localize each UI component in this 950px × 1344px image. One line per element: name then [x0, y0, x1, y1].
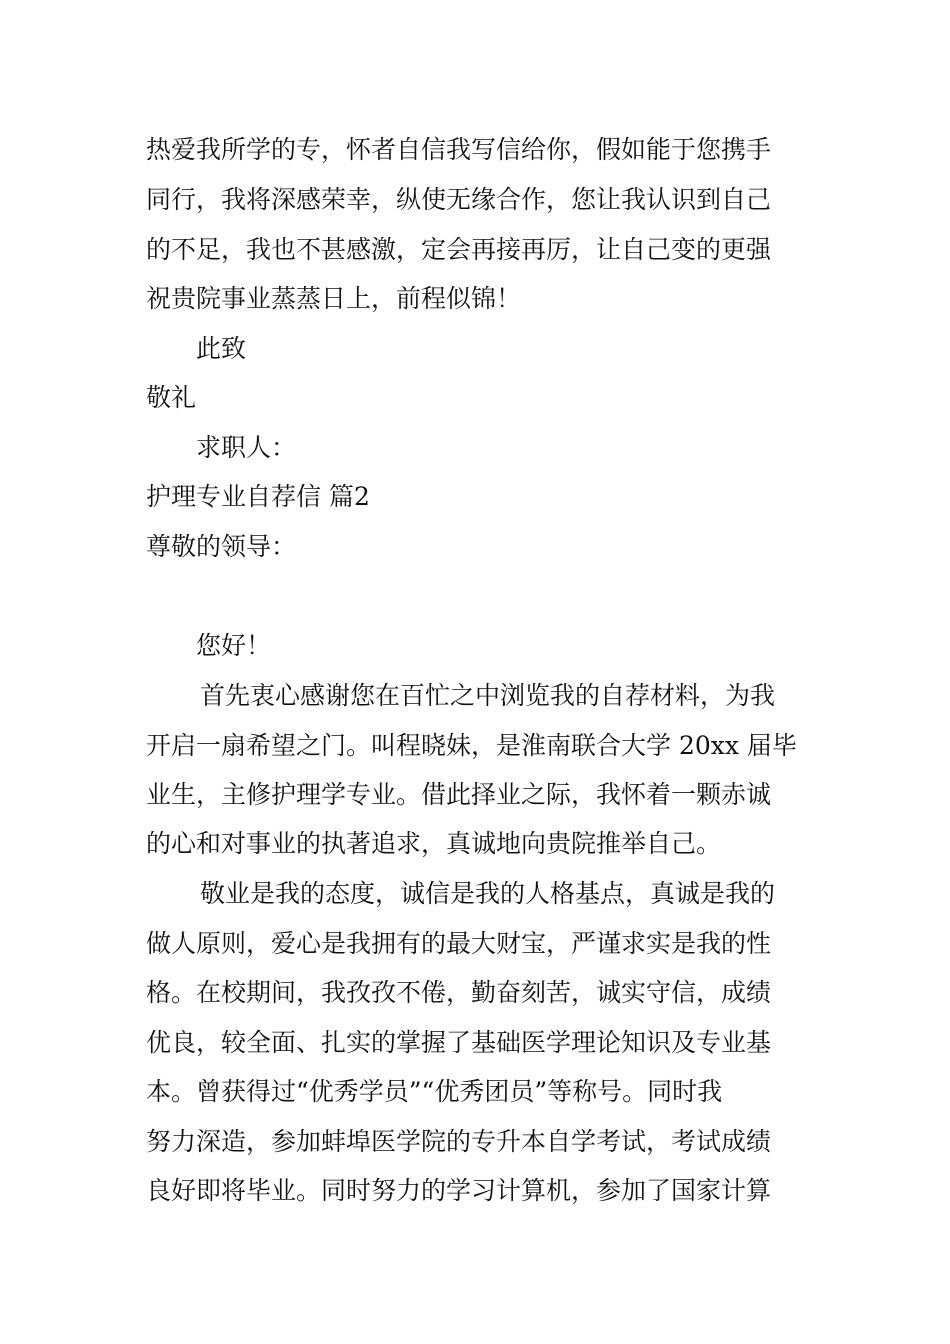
- closing-regards: 敬礼: [146, 383, 197, 412]
- paragraph-line: 首先衷心感谢您在百忙之中浏览我的自荐材料，为我: [200, 681, 776, 710]
- paragraph-line: 格。在校期间，我孜孜不倦，勤奋刻苦，诚实守信，成绩: [146, 978, 772, 1007]
- paragraph-line: 祝贵院事业蒸蒸日上，前程似锦！: [146, 284, 522, 313]
- section-title: 护理专业自荐信 篇2: [146, 482, 370, 511]
- paragraph-line: 的心和对事业的执著追求，真诚地向贵院推举自己。: [146, 829, 722, 858]
- closing-salutation: 此致: [196, 334, 247, 363]
- paragraph-line: 良好即将毕业。同时努力的学习计算机，参加了国家计算: [146, 1176, 772, 1205]
- paragraph-line: 开启一扇希望之门。叫程晓妹，是淮南联合大学 20xx 届毕: [146, 731, 797, 760]
- signature-label: 求职人：: [196, 433, 297, 462]
- paragraph-line: 业生，主修护理学专业。借此择业之际，我怀着一颗赤诚: [146, 780, 772, 809]
- paragraph-line: 努力深造，参加蚌埠医学院的专升本自学考试，考试成绩: [146, 1127, 772, 1156]
- paragraph-line: 做人原则，爱心是我拥有的最大财宝，严谨求实是我的性: [146, 929, 772, 958]
- letter-greeting: 您好！: [196, 631, 272, 660]
- paragraph-line: 敬业是我的态度，诚信是我的人格基点，真诚是我的: [200, 879, 776, 908]
- paragraph-line: 本。曾获得过“优秀学员”“优秀团员”等称号。同时我: [146, 1077, 723, 1106]
- paragraph-line: 优良，较全面、扎实的掌握了基础医学理论知识及专业基: [146, 1028, 772, 1057]
- paragraph-line: 热爱我所学的专，怀者自信我写信给你，假如能于您携手: [146, 135, 772, 164]
- letter-addressee: 尊敬的领导：: [146, 532, 297, 561]
- paragraph-line: 的不足，我也不甚感激，定会再接再厉，让自己变的更强: [146, 235, 772, 264]
- paragraph-line: 同行，我将深感荣幸，纵使无缘合作，您让我认识到自己: [146, 185, 772, 214]
